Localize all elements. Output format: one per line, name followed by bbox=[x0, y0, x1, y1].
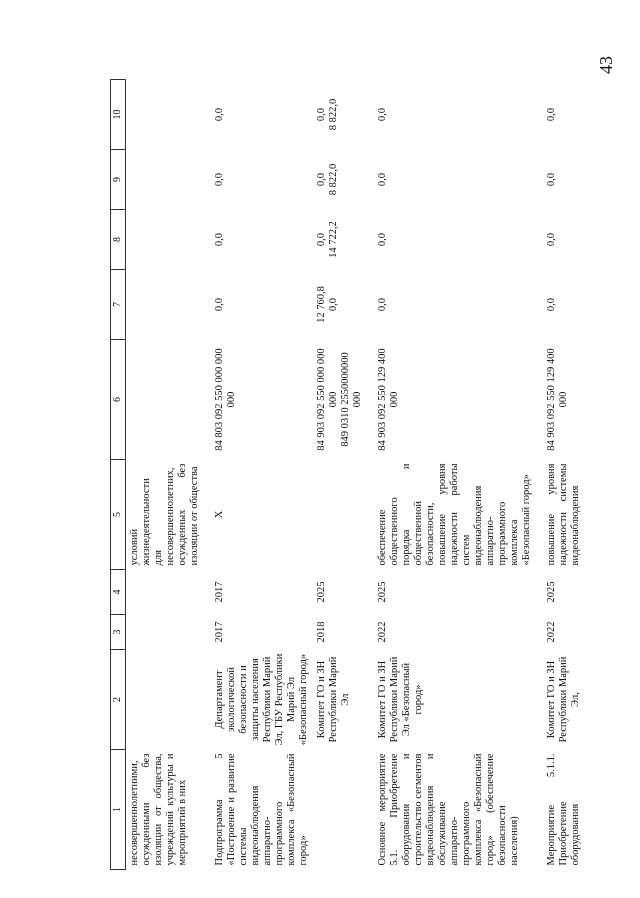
table-row bbox=[204, 80, 313, 870]
column-header: 5 bbox=[111, 460, 126, 570]
executor-cell: Комитет ГО и ЗН Республики Марий Эл bbox=[316, 656, 351, 743]
value-cell: 0,0 14 722,2 bbox=[316, 221, 339, 258]
budget-code-cell bbox=[126, 340, 205, 460]
budget-code-cell: 84 903 092 550 129 400 000 bbox=[377, 348, 400, 451]
budget-code-cell: 84 803 092 550 000 000 000 bbox=[214, 348, 237, 451]
expected-result-cell: обеспечение общественного порядка и общественной безопасности, повышение уровня надежности работы систем видеонаблюдения аппаратно-программного комплекса «Безопасный город» bbox=[377, 463, 532, 566]
activity-name-cell: Мероприятие 5.1.1. Приобретение оборудования bbox=[546, 753, 581, 866]
value-cell: 0,0 bbox=[377, 107, 388, 122]
executor-cell: Департамент экологической безопасности и защиты населения Республики Марий Эл, ГБУ Республики Марий Эл «Безопасный город» bbox=[214, 653, 309, 746]
value-cell bbox=[126, 80, 205, 150]
value-cell: 0,0 bbox=[377, 172, 388, 187]
value-cell: 0,0 bbox=[546, 232, 557, 247]
value-cell: 0,0 bbox=[377, 232, 388, 247]
expected-result-cell: повышение уровня надежности системы видеонаблюдения bbox=[546, 463, 581, 566]
page-number: 43 bbox=[596, 56, 616, 74]
start-year-cell bbox=[126, 615, 205, 650]
value-cell: 0,0 8 822,0 bbox=[316, 98, 339, 131]
end-year-cell: 2017 bbox=[214, 581, 225, 603]
activity-name-cell: Основное мероприятие 5.1. Приобретение оборудования и строительство сегментов видеонаблюдения и обслуживание аппаратно-программного комплекса «Безопасный город» (обеспечение безопасности населения) bbox=[377, 753, 520, 866]
start-year-cell: 2022 bbox=[546, 621, 557, 643]
value-cell: 0,0 bbox=[214, 107, 225, 122]
end-year-cell: 2025 bbox=[377, 581, 388, 603]
value-cell: 0,0 bbox=[377, 297, 388, 312]
expected-result-cell: X bbox=[214, 510, 225, 519]
value-cell bbox=[126, 270, 205, 340]
executor-cell: Комитет ГО и ЗН Республики Марий Эл, bbox=[546, 656, 581, 743]
value-cell bbox=[126, 150, 205, 210]
column-header: 6 bbox=[111, 340, 126, 460]
activity-name-cell: несовершеннолетними, осужденными без изоляции от общества, учреждений культуры и мероприятий в них bbox=[129, 753, 188, 866]
value-cell: 0,0 bbox=[214, 172, 225, 187]
budget-code-cell: 84 903 092 550 000 000 000 849 0310 2550000000 000 bbox=[316, 348, 363, 451]
expected-result-cell: условий жизнедеятельности для несовершеннолетних, осужденных без изоляции от общества bbox=[129, 463, 200, 566]
value-cell: 12 760,8 0,0 bbox=[316, 286, 339, 323]
table-row bbox=[126, 80, 205, 870]
column-header: 9 bbox=[111, 150, 126, 210]
end-year-cell: 2025 bbox=[316, 581, 327, 603]
value-cell: 0,0 bbox=[546, 172, 557, 187]
table-row bbox=[536, 80, 585, 870]
start-year-cell: 2017 bbox=[214, 621, 225, 643]
start-year-cell: 2018 bbox=[316, 621, 327, 643]
column-header: 10 bbox=[111, 80, 126, 150]
value-cell: 0,0 8 822,0 bbox=[316, 163, 339, 196]
column-header: 2 bbox=[111, 650, 126, 750]
expected-result-cell bbox=[313, 460, 367, 570]
column-header: 3 bbox=[111, 615, 126, 650]
column-number-row bbox=[111, 80, 126, 870]
budget-code-cell: 84 903 092 550 129 400 000 bbox=[546, 348, 569, 451]
column-header: 4 bbox=[111, 570, 126, 615]
activity-name-cell: Подпрограмма 5 «Построение и развитие системы видеонаблюдения аппаратно-программного комплекса «Безопасный город» bbox=[214, 753, 309, 866]
landscape-sheet bbox=[110, 80, 600, 870]
value-cell: 0,0 bbox=[546, 107, 557, 122]
table-row bbox=[367, 80, 536, 870]
column-header: 1 bbox=[111, 750, 126, 870]
start-year-cell: 2022 bbox=[377, 621, 388, 643]
value-cell bbox=[126, 210, 205, 270]
value-cell: 0,0 bbox=[546, 297, 557, 312]
executor-cell bbox=[126, 650, 205, 750]
column-header: 8 bbox=[111, 210, 126, 270]
activity-name-cell bbox=[313, 750, 367, 870]
program-table bbox=[110, 79, 585, 870]
end-year-cell: 2025 bbox=[546, 581, 557, 603]
end-year-cell bbox=[126, 570, 205, 615]
column-header: 7 bbox=[111, 270, 126, 340]
value-cell: 0,0 bbox=[214, 232, 225, 247]
value-cell: 0,0 bbox=[214, 297, 225, 312]
executor-cell: Комитет ГО и ЗН Республики Марий Эл «Безопасный город» bbox=[377, 656, 424, 743]
table-row bbox=[313, 80, 367, 870]
